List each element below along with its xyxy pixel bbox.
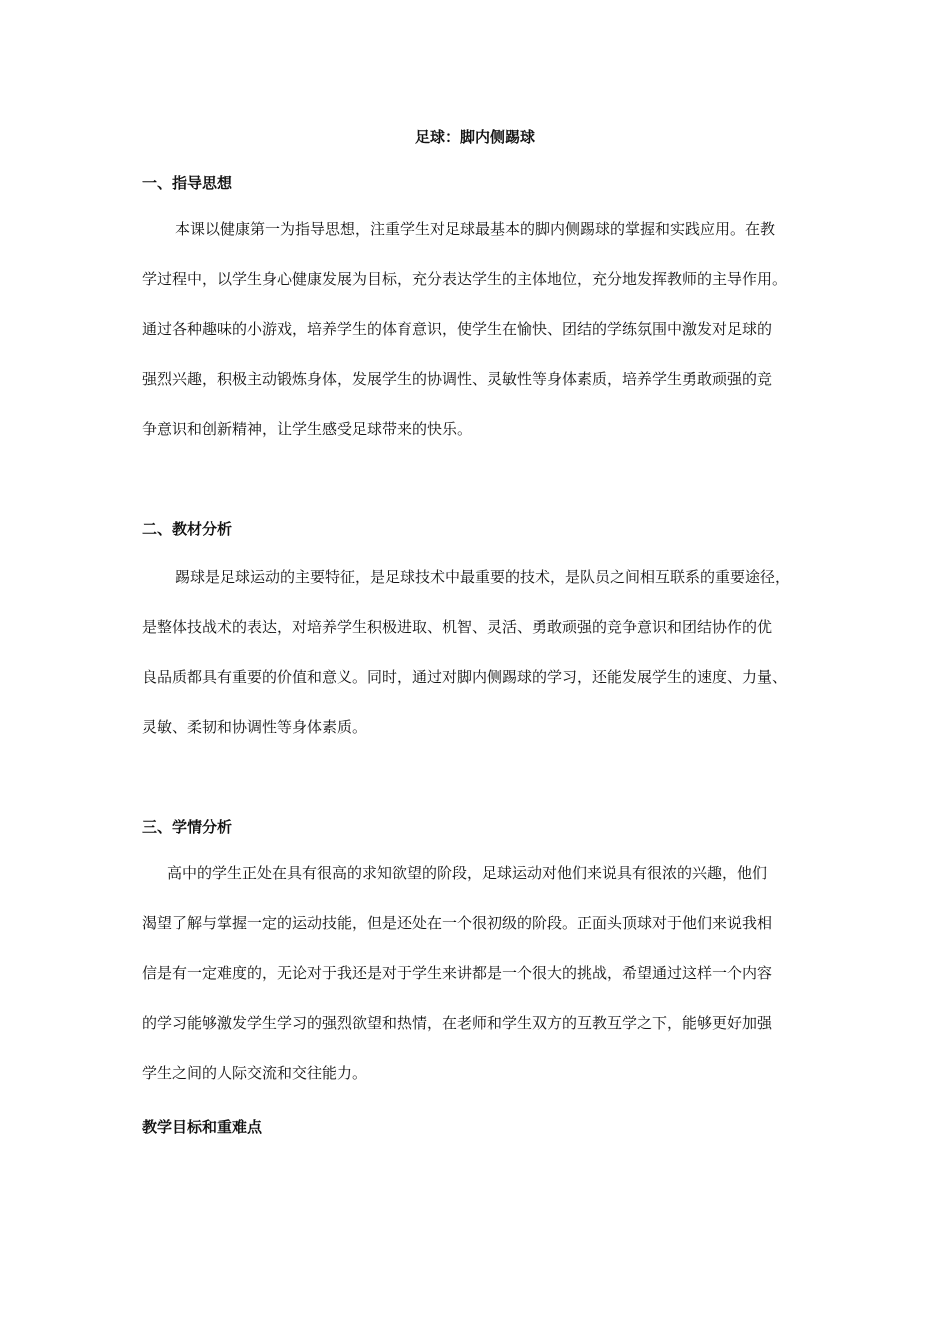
section-heading-teaching-goals: 教学目标和重难点 [142,1118,263,1136]
paragraph-line: 信是有一定难度的，无论对于我还是对于学生来讲都是一个很大的挑战，希望通过这样一个内容 [142,964,773,982]
paragraph-line: 本课以健康第一为指导思想，注重学生对足球最基本的脚内侧踢球的掌握和实践应用。在教 [175,220,776,238]
paragraph-line: 高中的学生正处在具有很高的求知欲望的阶段，足球运动对他们来说具有很浓的兴趣，他们 [167,864,768,882]
paragraph-line: 的学习能够激发学生学习的强烈欲望和热情，在老师和学生双方的互教互学之下，能够更好加强 [142,1014,773,1032]
paragraph-line: 灵敏、柔韧和协调性等身体素质。 [142,718,368,736]
document-title: 足球：脚内侧踢球 [414,128,535,146]
paragraph-line: 学生之间的人际交流和交往能力。 [142,1064,368,1082]
paragraph-line: 良品质都具有重要的价值和意义。同时，通过对脚内侧踢球的学习，还能发展学生的速度、力量、 [142,668,788,686]
paragraph-line: 争意识和创新精神，让学生感受足球带来的快乐。 [142,420,473,438]
paragraph-line: 渴望了解与掌握一定的运动技能，但是还处在一个很初级的阶段。正面头顶球对于他们来说我相 [142,914,773,932]
section-heading-student-analysis: 三、学情分析 [142,818,233,836]
paragraph-line: 学过程中，以学生身心健康发展为目标，充分表达学生的主体地位，充分地发挥教师的主导作用。 [142,270,788,288]
paragraph-line: 通过各种趣味的小游戏，培养学生的体育意识，使学生在愉快、团结的学练氛围中激发对足球的 [142,320,773,338]
section-paragraph-guiding-thought [142,204,830,454]
section-paragraph-material-analysis [142,552,830,752]
section-paragraph-student-analysis [142,848,830,1098]
paragraph-line: 强烈兴趣，积极主动锻炼身体，发展学生的协调性、灵敏性等身体素质，培养学生勇敢顽强的竞 [142,370,773,388]
paragraph-line: 是整体技战术的表达，对培养学生积极进取、机智、灵活、勇敢顽强的竞争意识和团结协作的优 [142,618,773,636]
section-heading-guiding-thought: 一、指导思想 [142,174,233,192]
paragraph-line: 踢球是足球运动的主要特征，是足球技术中最重要的技术，是队员之间相互联系的重要途径， [175,568,791,586]
section-heading-material-analysis: 二、教材分析 [142,520,233,538]
